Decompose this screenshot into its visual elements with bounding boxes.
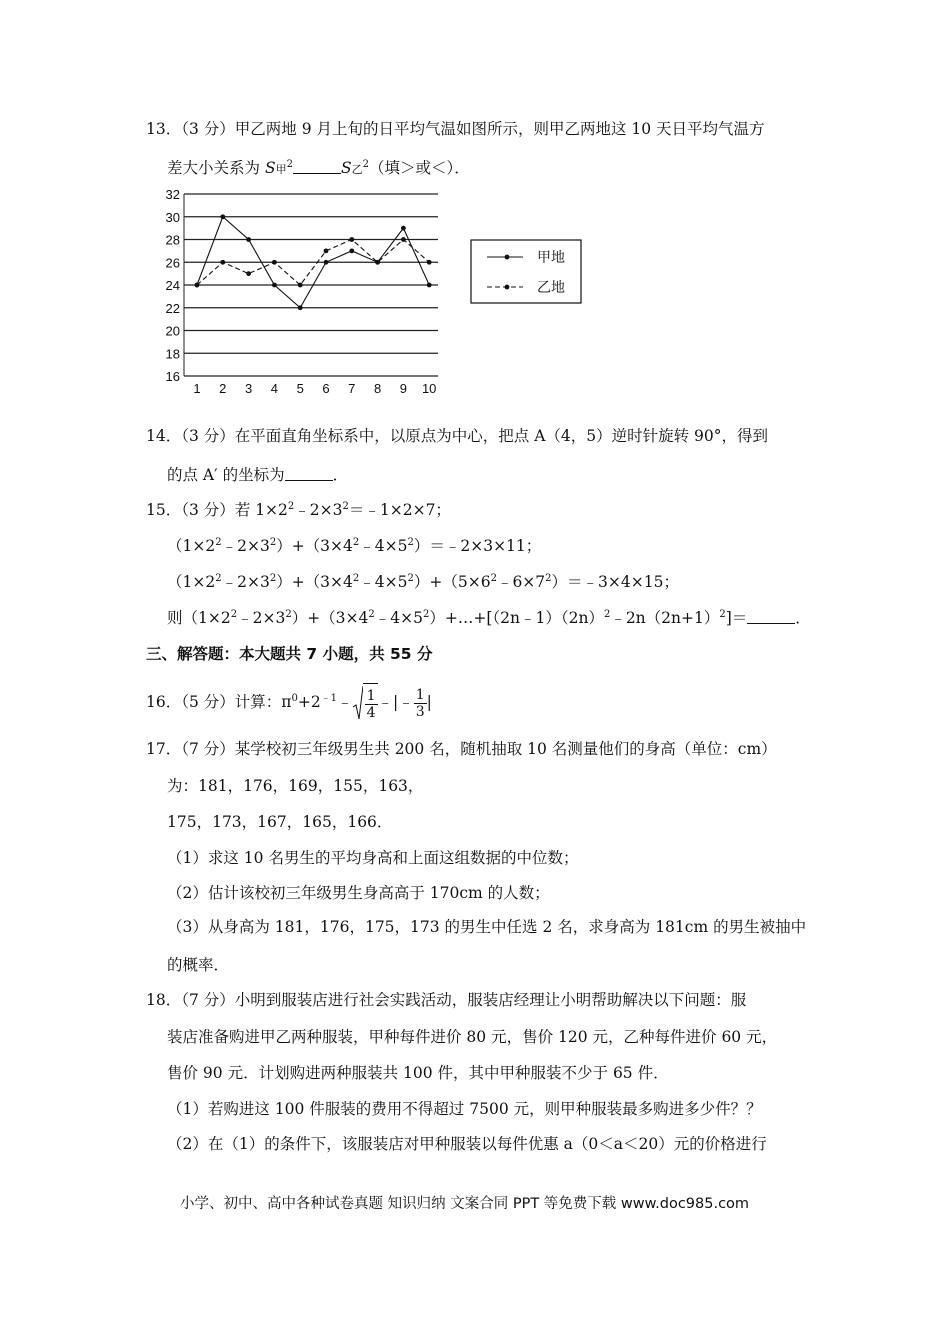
data-point bbox=[427, 283, 432, 288]
q17-line2: 为：181，176，169，155，163， bbox=[167, 777, 424, 795]
q17-line5: （2）估计该校初三年级男生身高高于 170cm 的人数； bbox=[167, 884, 550, 902]
legend-marker bbox=[505, 285, 510, 290]
q17-line6: （3）从身高为 181，176，175，173 的男生中任选 2 名，求身高为 181cm 的男生被抽中 bbox=[167, 918, 807, 936]
data-point bbox=[246, 271, 251, 276]
data-point bbox=[401, 226, 406, 231]
data-point bbox=[324, 260, 329, 265]
x-tick-label: 6 bbox=[322, 381, 330, 396]
x-tick-label: 2 bbox=[219, 381, 227, 396]
x-tick-label: 3 bbox=[244, 381, 253, 396]
q15-line1: 15．（3 分）若 $1\times 2^2﹣2\times 3^2=﹣1\times 2\times 7$； bbox=[146, 500, 451, 519]
data-point bbox=[272, 283, 277, 288]
data-point bbox=[246, 237, 251, 242]
data-point bbox=[401, 237, 406, 242]
answer-blank bbox=[747, 609, 795, 624]
x-tick-label: 9 bbox=[399, 381, 408, 396]
legend-marker bbox=[505, 255, 510, 260]
data-point bbox=[298, 283, 303, 288]
q14-line2: 的点 A′ 的坐标为 ． bbox=[167, 466, 349, 484]
q17-line4: （1）求这 10 名男生的平均身高和上面这组数据的中位数； bbox=[167, 849, 579, 867]
q13-line1: 13．（3 分）甲乙两地 9 月上旬的日平均气温如图所示，则甲乙两地这 10 天日平均气温方 bbox=[146, 120, 765, 138]
y-tick-label: 22 bbox=[165, 300, 180, 316]
y-tick-label: 16 bbox=[165, 369, 180, 384]
data-point bbox=[427, 260, 432, 265]
y-tick-label: 30 bbox=[165, 209, 180, 225]
q16: 16．（5 分）计算：$\pi^0+2^{﹣1}﹣$ $\frac{1}{4}$ ﹣|﹣ $\frac{1}{3}$ | bbox=[146, 682, 432, 724]
answer-blank bbox=[293, 159, 341, 174]
data-point bbox=[375, 260, 380, 265]
q18-line3: 售价 90 元．计划购进两种服装共 100 件，其中甲种服装不少于 65 件． bbox=[167, 1064, 669, 1082]
data-point bbox=[220, 214, 225, 219]
x-tick-label: 7 bbox=[348, 381, 356, 396]
answer-blank bbox=[285, 466, 333, 481]
data-point bbox=[298, 305, 303, 310]
y-tick-label: 18 bbox=[165, 346, 180, 362]
q14-line1: 14．（3 分）在平面直角坐标系中，以原点为中心，把点 A（4，5）逆时针旋转 90°，得到 bbox=[146, 427, 769, 445]
data-point bbox=[272, 260, 277, 265]
legend-label: 乙地 bbox=[537, 280, 565, 296]
y-tick-label: 32 bbox=[165, 187, 180, 202]
data-point bbox=[220, 260, 225, 265]
y-tick-label: 26 bbox=[165, 255, 180, 271]
y-tick-label: 20 bbox=[165, 323, 180, 339]
legend-label: 甲地 bbox=[537, 250, 565, 266]
temperature-line-chart bbox=[160, 182, 600, 402]
q18-line1: 18．（7 分）小明到服装店进行社会实践活动，服装店经理让小明帮助解决以下问题：服 bbox=[146, 991, 747, 1009]
y-tick-label: 28 bbox=[165, 232, 180, 248]
sqrt-expression: $\frac{1}{4}$ bbox=[353, 683, 378, 724]
section-heading: 三、解答题：本大题共 7 小题，共 55 分 bbox=[146, 645, 433, 663]
x-tick-label: 4 bbox=[270, 381, 279, 396]
q17-line3: 175，173，167，165，166． bbox=[167, 813, 393, 831]
x-tick-label: 8 bbox=[373, 381, 382, 396]
data-point bbox=[349, 237, 354, 242]
q15-line3: $(1\times 2^2﹣2\times 3^2)+(3\times 4^2﹣4\times 5^2)+(5\times 6^2﹣6\times 7^2)=﹣3\times 4\times 15$； bbox=[167, 572, 679, 591]
x-tick-label: 5 bbox=[296, 381, 304, 396]
q15-line2: $(1\times 2^2﹣2\times 3^2)+(3\times 4^2﹣4\times 5^2)=﹣2\times 3\times 11$； bbox=[167, 536, 542, 555]
page-footer: 小学、初中、高中各种试卷真题 知识归纳 文案合同 PPT 等免费下载 www.doc985.com bbox=[180, 1196, 750, 1212]
q15-line4: 则$(1\times 2^2﹣2\times 3^2)+(3\times 4^2﹣4\times 5^2)+\dots+[(2n﹣1)(2n)^2﹣2n(2n+1)^2]=$ ． bbox=[167, 608, 811, 627]
x-tick-label: 1 bbox=[193, 381, 201, 396]
fraction: $\frac{1}{3}$ bbox=[415, 686, 425, 720]
q13-line2: 差大小关系为 S甲$^2$ S乙$^2$（填＞或＜）． bbox=[167, 158, 470, 177]
q18-line2: 装店准备购进甲乙两种服装，甲种每件进价 80 元，售价 120 元，乙种每件进价 60 元， bbox=[167, 1028, 778, 1046]
q18-line4: （1）若购进这 100 件服装的费用不得超过 7500 元，则甲种服装最多购进多少件？？ bbox=[167, 1100, 762, 1118]
data-point bbox=[195, 283, 200, 288]
data-point bbox=[349, 248, 354, 253]
data-point bbox=[324, 248, 329, 253]
y-tick-label: 24 bbox=[165, 278, 180, 293]
x-tick-label: 10 bbox=[421, 381, 437, 396]
q17-line1: 17．（7 分）某学校初三年级男生共 200 名，随机抽取 10 名测量他们的身高（单位：cm） bbox=[146, 740, 777, 758]
q18-line5: （2）在（1）的条件下，该服装店对甲种服装以每件优惠 a（0＜a＜20）元的价格进行 bbox=[167, 1135, 767, 1153]
q17-line7: 的概率． bbox=[167, 956, 230, 974]
